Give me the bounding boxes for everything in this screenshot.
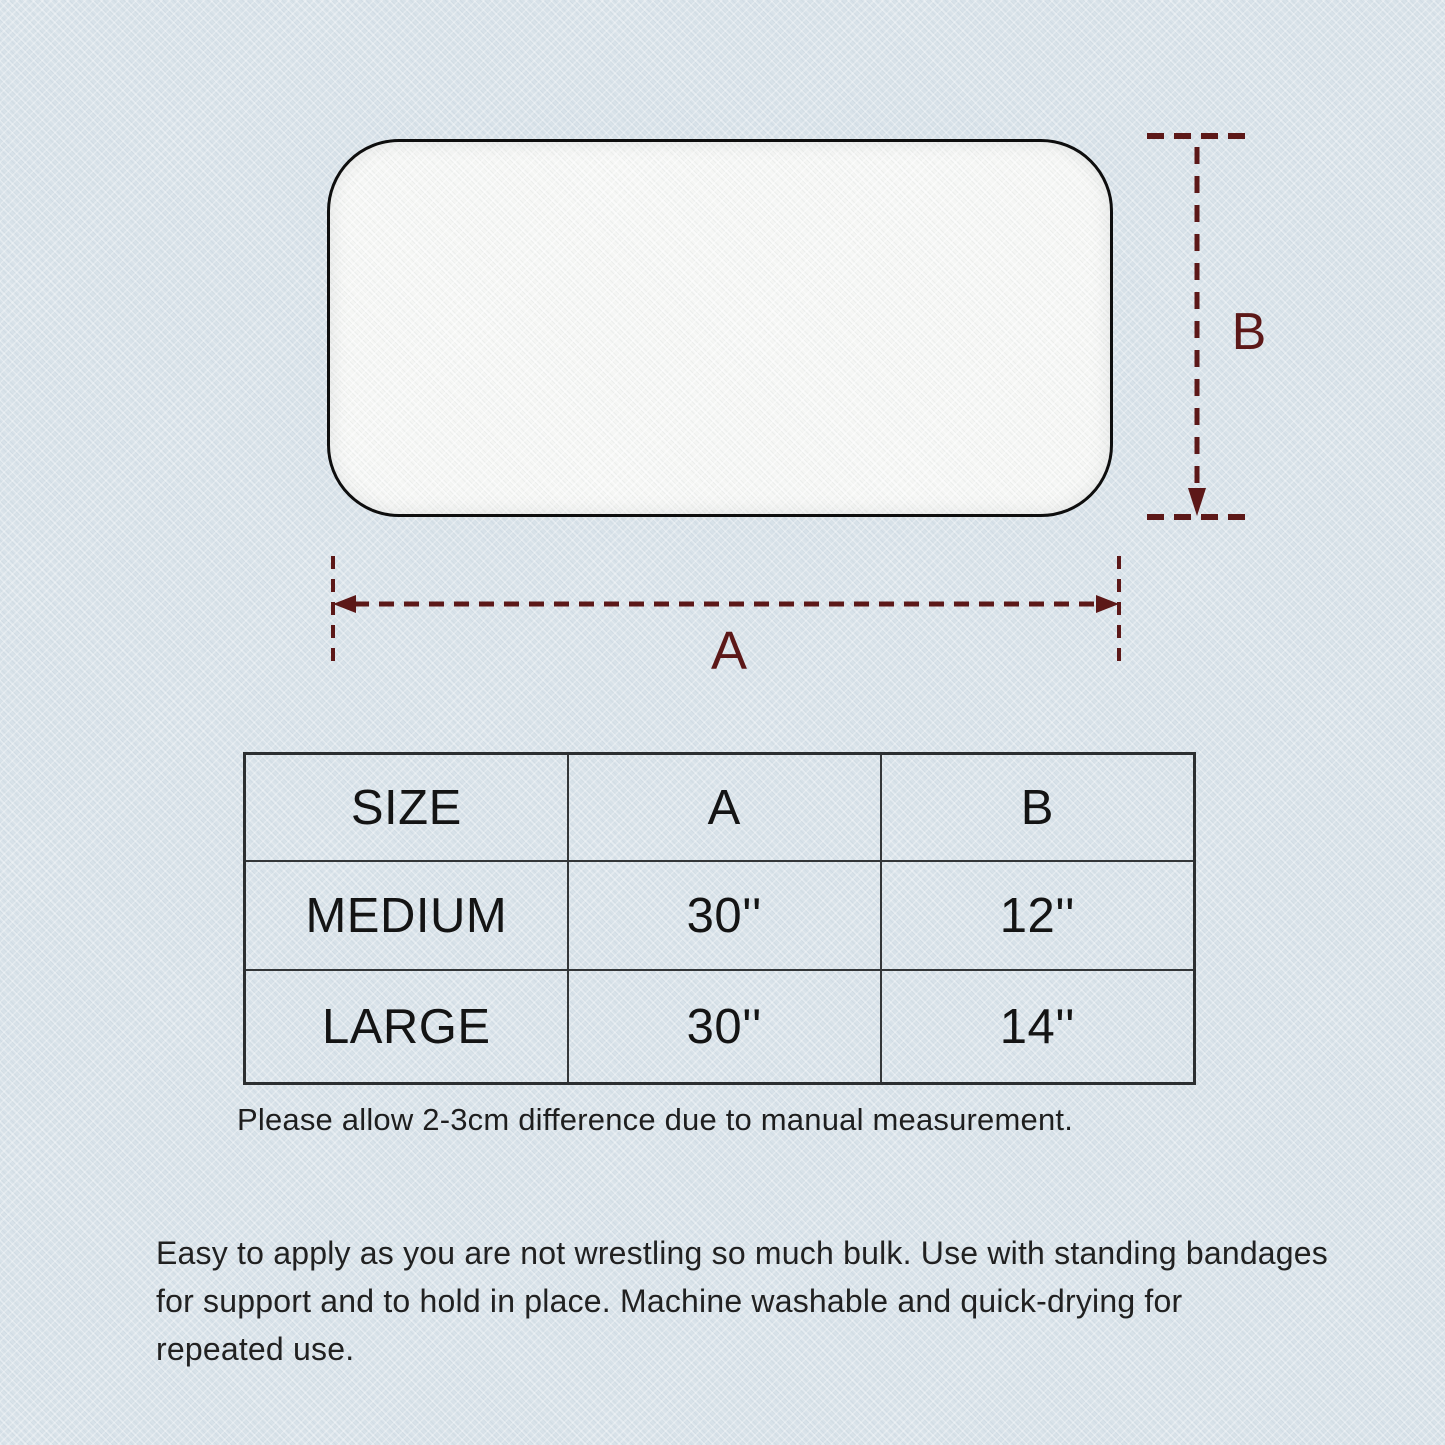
measurement-disclaimer: Please allow 2-3cm difference due to manual measurement. <box>237 1102 1074 1137</box>
cell-large-a: 30'' <box>568 970 881 1084</box>
dimension-b-label: B <box>1231 303 1267 361</box>
description-line: repeated use. <box>156 1331 355 1367</box>
cell-medium-size: MEDIUM <box>245 861 568 970</box>
dimension-b-down-arrowhead-icon <box>1188 488 1206 516</box>
cell-large-size: LARGE <box>245 970 568 1084</box>
dimension-a-label: A <box>710 621 748 681</box>
cell-medium-a: 30'' <box>568 861 881 970</box>
product-description <box>156 1229 1328 1373</box>
size-table-header-row <box>245 754 1195 862</box>
header-cell-a: A <box>568 754 881 862</box>
header-cell-b: B <box>881 754 1195 862</box>
header-cell-size: SIZE <box>245 754 568 862</box>
dimension-a-left-arrowhead-icon <box>333 595 356 613</box>
table-row-medium <box>245 861 1195 970</box>
description-line: for support and to hold in place. Machine washable and quick-drying for <box>156 1283 1183 1319</box>
dimension-a-right-arrowhead-icon <box>1096 595 1119 613</box>
cell-medium-b: 12'' <box>881 861 1195 970</box>
description-line: Easy to apply as you are not wrestling so much bulk. Use with standing bandages <box>156 1235 1329 1271</box>
table-row-large <box>245 970 1195 1084</box>
cell-large-b: 14'' <box>881 970 1195 1084</box>
size-table <box>243 752 1196 1085</box>
product-pad-shape <box>327 139 1113 517</box>
